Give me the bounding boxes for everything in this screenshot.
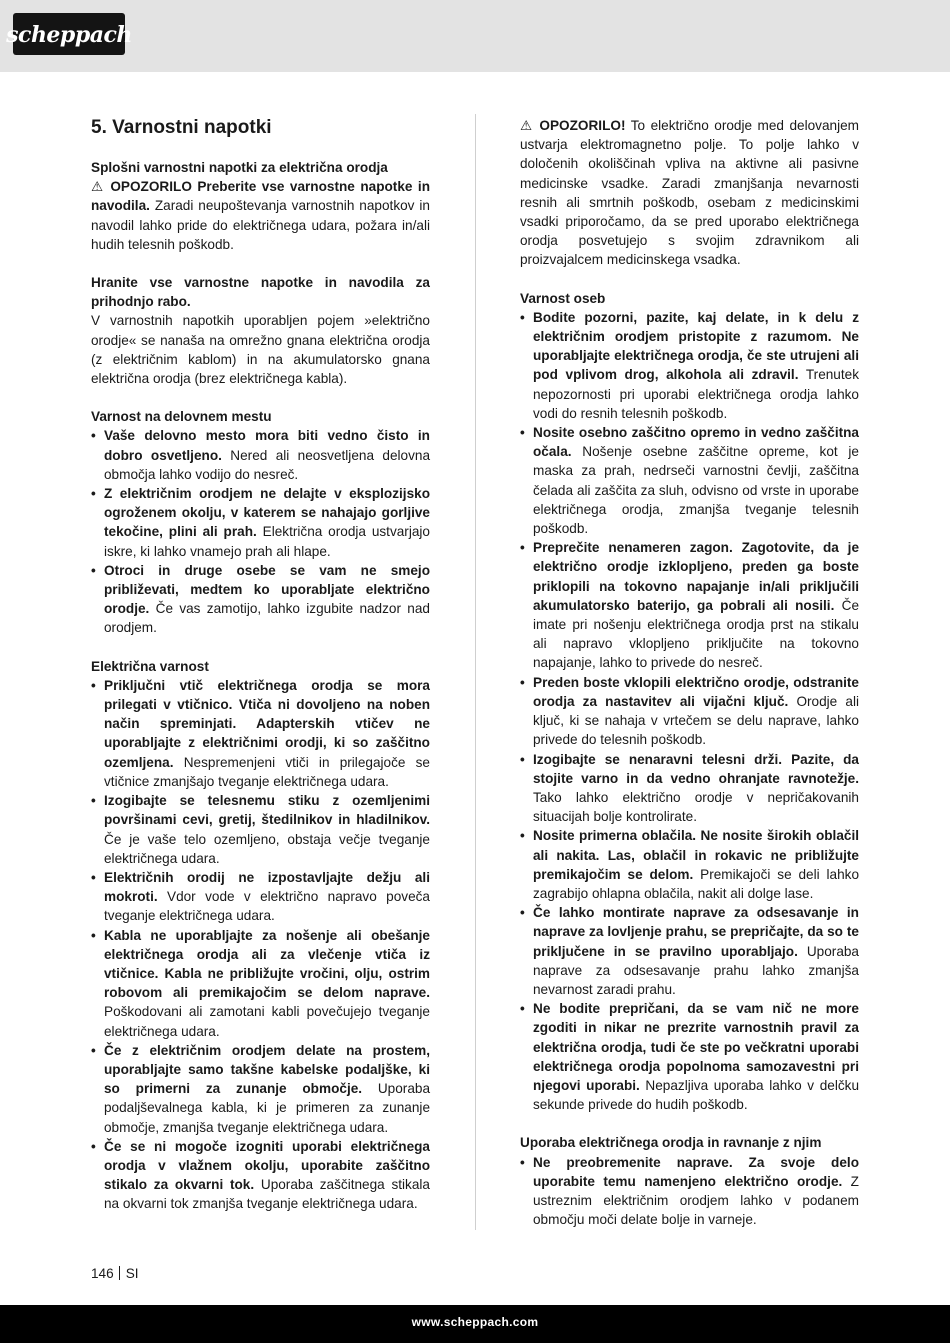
website-link[interactable]: www.scheppach.com xyxy=(411,1315,539,1329)
list-item xyxy=(91,1137,430,1214)
bullet-icon: • xyxy=(520,425,525,441)
item-text: Nespremenjeni vtiči in prilegajoče se vtičnice zmanjšajo tveganje električnega udara. xyxy=(104,754,430,789)
item-text: Tako lahko električno orodje v nepričakovanih situacijah bolje kontrolirate. xyxy=(533,789,859,825)
item-text: Nepazljiva uporaba lahko v delčku sekunde privede do hudih poškodb. xyxy=(533,1077,859,1113)
list-item xyxy=(91,426,430,484)
item-bold-text: Če lahko montirate naprave za odsesavanje in naprave za lovljenje prahu, se prepričajte, da so te priključene in se pravilno uporabljajo. xyxy=(533,905,859,959)
list-item xyxy=(91,676,430,791)
item-text: Uporaba podaljševalnega kabla, ki je primeren za zunanje območje, zmanjša tveganje električnega udara. xyxy=(104,1081,430,1135)
left-column xyxy=(91,116,430,1233)
bullet-icon: • xyxy=(91,869,96,885)
item-text: Če vas zamotijo, lahko izgubite nadzor nad orodjem. xyxy=(104,601,430,636)
list-item xyxy=(91,868,430,926)
item-bold-text: Bodite pozorni, pazite, kaj delate, in k delu z električnim orodjem pristopite z razumom. Ne uporabljajte električnega orodja, če ste utrujeni ali pod vplivom drog, alkohola ali zdravil. xyxy=(533,309,859,383)
electrical-safety-list xyxy=(91,676,430,1214)
item-bold-text: Z električnim orodjem ne delajte v eksplozijsko ogroženem okolju, v katerem se nahajajo gorljive tekočine, plini ali prah. xyxy=(104,486,430,540)
list-item xyxy=(520,826,859,903)
general-safety-block xyxy=(91,158,430,254)
bullet-icon: • xyxy=(91,677,96,693)
warning-paragraph xyxy=(91,177,430,254)
list-item xyxy=(91,1041,430,1137)
item-text: Uporaba naprave za odsesavanje prahu lahko zmanjša nevarnost zaradi prahu. xyxy=(533,943,859,997)
item-bold-text: Preprečite nenameren zagon. Zagotovite, da je električno orodje izklopljeno, preden ga boste priklopili na tokovno napajanje in/ali priključili akumulatorsko baterijo, ga pobrali ali nosili. xyxy=(533,540,859,613)
item-bold-text: Kabla ne uporabljajte za nošenje ali obešanje električnega orodja ali za vlečenje vtiča iz vtičnice. Kabla ne približujte vročini, olju, ostrim robovom ali premikajočim se delom naprave. xyxy=(104,927,430,1001)
column-divider xyxy=(475,114,476,1230)
bullet-icon: • xyxy=(91,927,96,943)
tool-usage-list xyxy=(520,1153,859,1230)
item-bold-text: Otroci in druge osebe se vam ne smejo približevati, medtem ko uporabljate električno orodje. xyxy=(104,562,430,617)
header-band xyxy=(0,0,950,72)
svg-text:scheppach: scheppach xyxy=(6,22,132,48)
list-item xyxy=(520,308,859,423)
item-text: Električna orodja ustvarjajo iskre, ki lahko vnamejo prah ali hlape. xyxy=(104,524,430,559)
item-bold-text: Električnih orodij ne izpostavljajte dežju ali mokroti. xyxy=(104,869,430,905)
item-bold-text: Če z električnim orodjem delate na prostem, uporabljajte samo takšne kabelske podaljške, ki so primerni za zunanje območje. xyxy=(104,1042,430,1097)
item-bold-text: Če se ni mogoče izogniti uporabi električnega orodja v vlažnem okolju, uporabite zaščitno stikalo za okvarni tok. xyxy=(104,1138,430,1193)
general-safety-heading: Splošni varnostni napotki za električna orodja xyxy=(91,160,388,175)
warning-text: To električno orodje med delovanjem ustvarja elektromagnetno polje. To polje lahko v določenih okoliščinah vpliva na aktivne ali pasivne medicinske vsadke. Zaradi zmanjšanja nevarnosti resnih ali smrtnih poškodb, osebam z medicinskimi vsadki priporočamo, da se pred uporabo električnega orodja posvetujejo s svojim zdravnikom ali proizvajalcem medicinskega vsadka. xyxy=(520,118,859,268)
item-text: Vdor vode v električno napravo poveča tveganje električnega udara. xyxy=(104,889,430,924)
list-item xyxy=(91,791,430,868)
tool-usage-section xyxy=(520,1133,859,1229)
workplace-safety-heading: Varnost na delovnem mestu xyxy=(91,409,272,425)
item-text: Premikajoči se deli lahko zagrabijo ohlapna oblačila, nakit ali dolge lase. xyxy=(533,866,860,901)
item-text: Uporaba zaščitnega stikala na okvarni tok zmanjša tveganje električnega udara. xyxy=(104,1177,430,1212)
language-code: SI xyxy=(125,1266,139,1281)
list-item xyxy=(520,538,859,672)
bullet-icon: • xyxy=(520,751,525,767)
item-text: Nered ali neosvetljena delovna območja lahko vodijo do nesreč. xyxy=(104,447,431,482)
brand-logo xyxy=(6,13,132,55)
list-item xyxy=(520,999,859,1114)
item-text: Poškodovani ali zamotani kabli povečujejo tveganje električnega udara. xyxy=(104,1004,430,1039)
bullet-icon: • xyxy=(91,1042,96,1058)
item-text: Nošenje osebne zaščitne opreme, kot je maska za prah, nedrseči varnostni čevlji, zaščitna čelada ali zaščita za sluh, odvisno od vrste in uporabe električnega orodja, zmanjša tveganje telesnih poškodb. xyxy=(533,444,859,537)
electrical-safety-section xyxy=(91,657,430,1214)
item-bold-text: Preden boste vklopili električno orodje, odstranite orodja za nastavitev ali vijačni ključ. xyxy=(533,674,859,709)
emf-warning-block xyxy=(520,116,859,270)
page-title: 5. Varnostni napotki xyxy=(91,117,272,138)
list-item xyxy=(520,673,859,750)
bullet-icon: • xyxy=(91,793,96,809)
warning-icon: ⚠ xyxy=(91,179,105,195)
tool-usage-heading: Uporaba električnega orodja in ravnanje z njim xyxy=(520,1135,822,1151)
item-bold-text: Ne bodite prepričani, da se vam nič ne more zgoditi in nikar ne prezrite varnostnih pravil za električna orodja, tudi če ste po večkratni uporabi električnega orodja popolnoma samozavestni pri njegovi uporabi. xyxy=(533,1001,859,1093)
personal-safety-section xyxy=(520,289,859,1115)
keep-instructions-text: V varnostnih napotkih uporabljen pojem »električno orodje« se nanaša na omrežno gnana električna orodja (z električnim kablom) in na akumulatorsko gnana električna orodja (brez električnega kabla). xyxy=(91,313,430,387)
bullet-icon: • xyxy=(520,828,525,844)
bullet-icon: • xyxy=(520,674,525,690)
item-text: Če je vaše telo ozemljeno, obstaja večje tveganje električnega udara. xyxy=(104,831,430,866)
warning-bold-text: OPOZORILO! xyxy=(533,118,626,133)
item-text: Orodje ali ključ, ki se nahaja v vrtečem se delu naprave, lahko privede do telesnih poškodb. xyxy=(533,693,859,748)
keep-instructions-block xyxy=(91,273,430,388)
list-item xyxy=(520,1153,859,1230)
bullet-icon: • xyxy=(520,905,525,921)
bullet-icon: • xyxy=(520,540,525,556)
bullet-icon: • xyxy=(91,562,96,578)
page-number: 146 xyxy=(91,1266,114,1281)
item-bold-text: Izogibajte se telesnemu stiku z ozemljenimi površinami cevi, gretij, štedilnikov in hladilnikov. xyxy=(104,793,430,828)
bullet-icon: • xyxy=(520,309,525,325)
item-bold-text: Vaše delovno mesto mora biti vedno čisto in dobro osvetljeno. xyxy=(104,428,430,463)
page-footer-label xyxy=(91,1265,139,1283)
item-text: Z ustreznim električnim orodjem lahko v podanem območju moči delate bolje in varneje. xyxy=(533,1173,859,1228)
list-item xyxy=(91,561,430,638)
emf-warning-paragraph xyxy=(520,116,859,270)
bullet-icon: • xyxy=(91,486,96,502)
item-bold-text: Nosite osebno zaščitno opremo in vedno zaščitna očala. xyxy=(533,425,859,460)
workplace-safety-list xyxy=(91,426,430,637)
brand-logo-mark xyxy=(6,13,132,55)
right-column xyxy=(520,116,859,1248)
warning-text: Zaradi neupoštevanja varnostnih napotkov in navodil lahko pride do električnega udara, požara in/ali hudih telesnih poškodb. xyxy=(91,198,430,252)
bullet-icon: • xyxy=(91,1138,96,1154)
item-bold-text: Izogibajte se nenaravni telesni drži. Pazite, da stojite varno in da vedno ohranjate ravnotežje. xyxy=(533,751,859,786)
electrical-safety-heading: Električna varnost xyxy=(91,658,209,674)
warning-icon: ⚠ xyxy=(520,118,534,133)
workplace-safety-section xyxy=(91,407,430,637)
item-bold-text: Nosite primerna oblačila. Ne nosite širokih oblačil ali nakita. Las, oblačil in rokavic ne približujte premikajočim se delom. xyxy=(533,828,859,882)
warning-bold-text: OPOZORILO Preberite vse varnostne napotke in navodila. xyxy=(91,179,430,214)
personal-safety-heading: Varnost oseb xyxy=(520,290,606,306)
item-text: Če imate pri nošenju električnega orodja prst na stikalu ali napravo vklopljeno priključite na tokovno napajanje, lahko to privede do nesreč. xyxy=(533,597,859,671)
list-item xyxy=(520,423,859,538)
personal-safety-list xyxy=(520,308,859,1115)
bullet-icon: • xyxy=(520,1001,525,1017)
item-bold-text: Priključni vtič električnega orodja se mora prilegati v vtičnico. Vtiča ni dovoljeno na noben način spreminjati. Adapterskih vtičev ne uporabljajte z električnimi orodji, ki so zaščitno ozemljena. xyxy=(104,677,430,770)
bullet-icon: • xyxy=(520,1154,525,1170)
keep-instructions-heading: Hranite vse varnostne napotke in navodila za prihodnjo rabo. xyxy=(91,275,430,310)
list-item xyxy=(91,484,430,561)
item-text: Trenutek nepozornosti pri uporabi električnega orodja lahko vodi do resnih telesnih poškodb. xyxy=(533,367,860,421)
list-item xyxy=(520,903,859,999)
item-bold-text: Ne preobremenite naprave. Za svoje delo uporabite temu namenjeno električno orodje. xyxy=(533,1154,859,1189)
footer-separator xyxy=(119,1266,120,1280)
list-item xyxy=(91,926,430,1041)
list-item xyxy=(520,750,859,827)
bullet-icon: • xyxy=(91,428,96,444)
